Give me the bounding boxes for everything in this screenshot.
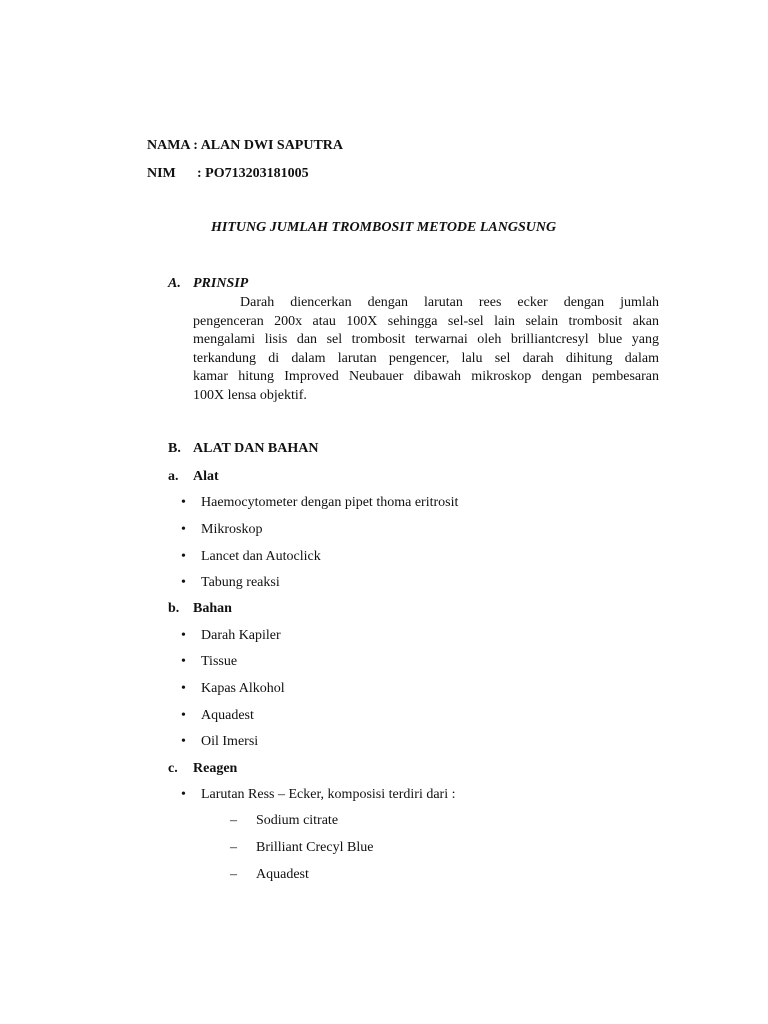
paragraph-line: kamar hitung Improved Neubauer dibawah mikroskop dengan pembesaran: [193, 369, 659, 384]
reagen-title: Reagen: [193, 761, 238, 776]
name-line: [147, 138, 343, 154]
section-a-marker: A.: [168, 276, 181, 291]
nim-line: [147, 166, 309, 182]
alat-heading: [168, 469, 219, 485]
alat-marker: a.: [168, 469, 179, 484]
sub-list-item: [230, 813, 338, 829]
bullet-icon: •: [181, 575, 186, 590]
list-item-text: Darah Kapiler: [201, 628, 281, 643]
section-b-title: ALAT DAN BAHAN: [193, 441, 319, 456]
list-item-text: Larutan Ress – Ecker, komposisi terdiri dari :: [201, 787, 456, 802]
section-b-marker: B.: [168, 441, 181, 456]
sub-list-item-text: Sodium citrate: [256, 813, 339, 828]
bullet-icon: •: [181, 628, 186, 643]
section-b-heading: [168, 441, 319, 457]
name-label: NAMA: [147, 138, 190, 153]
list-item: [181, 787, 456, 803]
sub-list-item-text: Brilliant Crecyl Blue: [256, 840, 374, 855]
list-item: [181, 628, 281, 644]
list-item-text: Oil Imersi: [201, 734, 259, 749]
paragraph-line: pengenceran 200x atau 100X sehingga sel-sel lain selain trombosit akan: [193, 313, 659, 329]
dash-icon: –: [230, 840, 237, 855]
section-a-paragraph: [193, 294, 659, 405]
sub-list-item: [230, 867, 309, 883]
document-title: HITUNG JUMLAH TROMBOSIT METODE LANGSUNG: [211, 220, 557, 235]
paragraph-line: 100X lensa objektif.: [193, 387, 307, 403]
list-item: [181, 734, 258, 750]
list-item: [181, 681, 285, 697]
bullet-icon: •: [181, 549, 186, 564]
list-item-text: Tissue: [201, 654, 238, 669]
list-item-text: Haemocytometer dengan pipet thoma eritrosit: [201, 495, 459, 510]
paragraph-line: Darah diencerkan dengan larutan rees ecker dengan jumlah: [240, 295, 659, 310]
list-item-text: Tabung reaksi: [201, 575, 280, 590]
list-item: [181, 495, 458, 511]
sub-list-item: [230, 840, 373, 856]
list-item: [181, 708, 254, 724]
bahan-title: Bahan: [193, 601, 232, 616]
section-a-heading: [168, 276, 248, 292]
list-item: [181, 549, 321, 565]
dash-icon: –: [230, 813, 237, 828]
paragraph-line: mengalami lisis dan sel trombosit terwarnai oleh brilliantcresyl blue yang: [193, 332, 659, 347]
paragraph-line: terkandung di dalam larutan pengencer, lalu sel darah dihitung dalam: [193, 350, 659, 366]
name-separator: :: [193, 138, 198, 153]
bullet-icon: •: [181, 681, 186, 696]
reagen-heading: [168, 761, 237, 777]
bullet-icon: •: [181, 708, 186, 723]
bullet-icon: •: [181, 734, 186, 749]
bullet-icon: •: [181, 654, 186, 669]
bullet-icon: •: [181, 787, 186, 802]
dash-icon: –: [230, 867, 237, 882]
nim-separator: :: [197, 166, 202, 181]
name-value: ALAN DWI SAPUTRA: [200, 138, 344, 153]
nim-label: NIM: [147, 166, 176, 181]
list-item-text: Kapas Alkohol: [201, 681, 285, 696]
list-item-text: Lancet dan Autoclick: [201, 549, 321, 564]
section-a-title: PRINSIP: [193, 276, 249, 291]
alat-title: Alat: [193, 469, 219, 484]
nim-value: PO713203181005: [205, 166, 309, 181]
list-item-text: Aquadest: [201, 708, 254, 723]
bahan-marker: b.: [168, 601, 180, 616]
bahan-heading: [168, 601, 232, 617]
list-item: [181, 522, 262, 538]
list-item: [181, 575, 280, 591]
reagen-marker: c.: [168, 761, 178, 776]
list-item: [181, 654, 237, 670]
sub-list-item-text: Aquadest: [256, 867, 309, 882]
bullet-icon: •: [181, 522, 186, 537]
bullet-icon: •: [181, 495, 186, 510]
list-item-text: Mikroskop: [201, 522, 263, 537]
